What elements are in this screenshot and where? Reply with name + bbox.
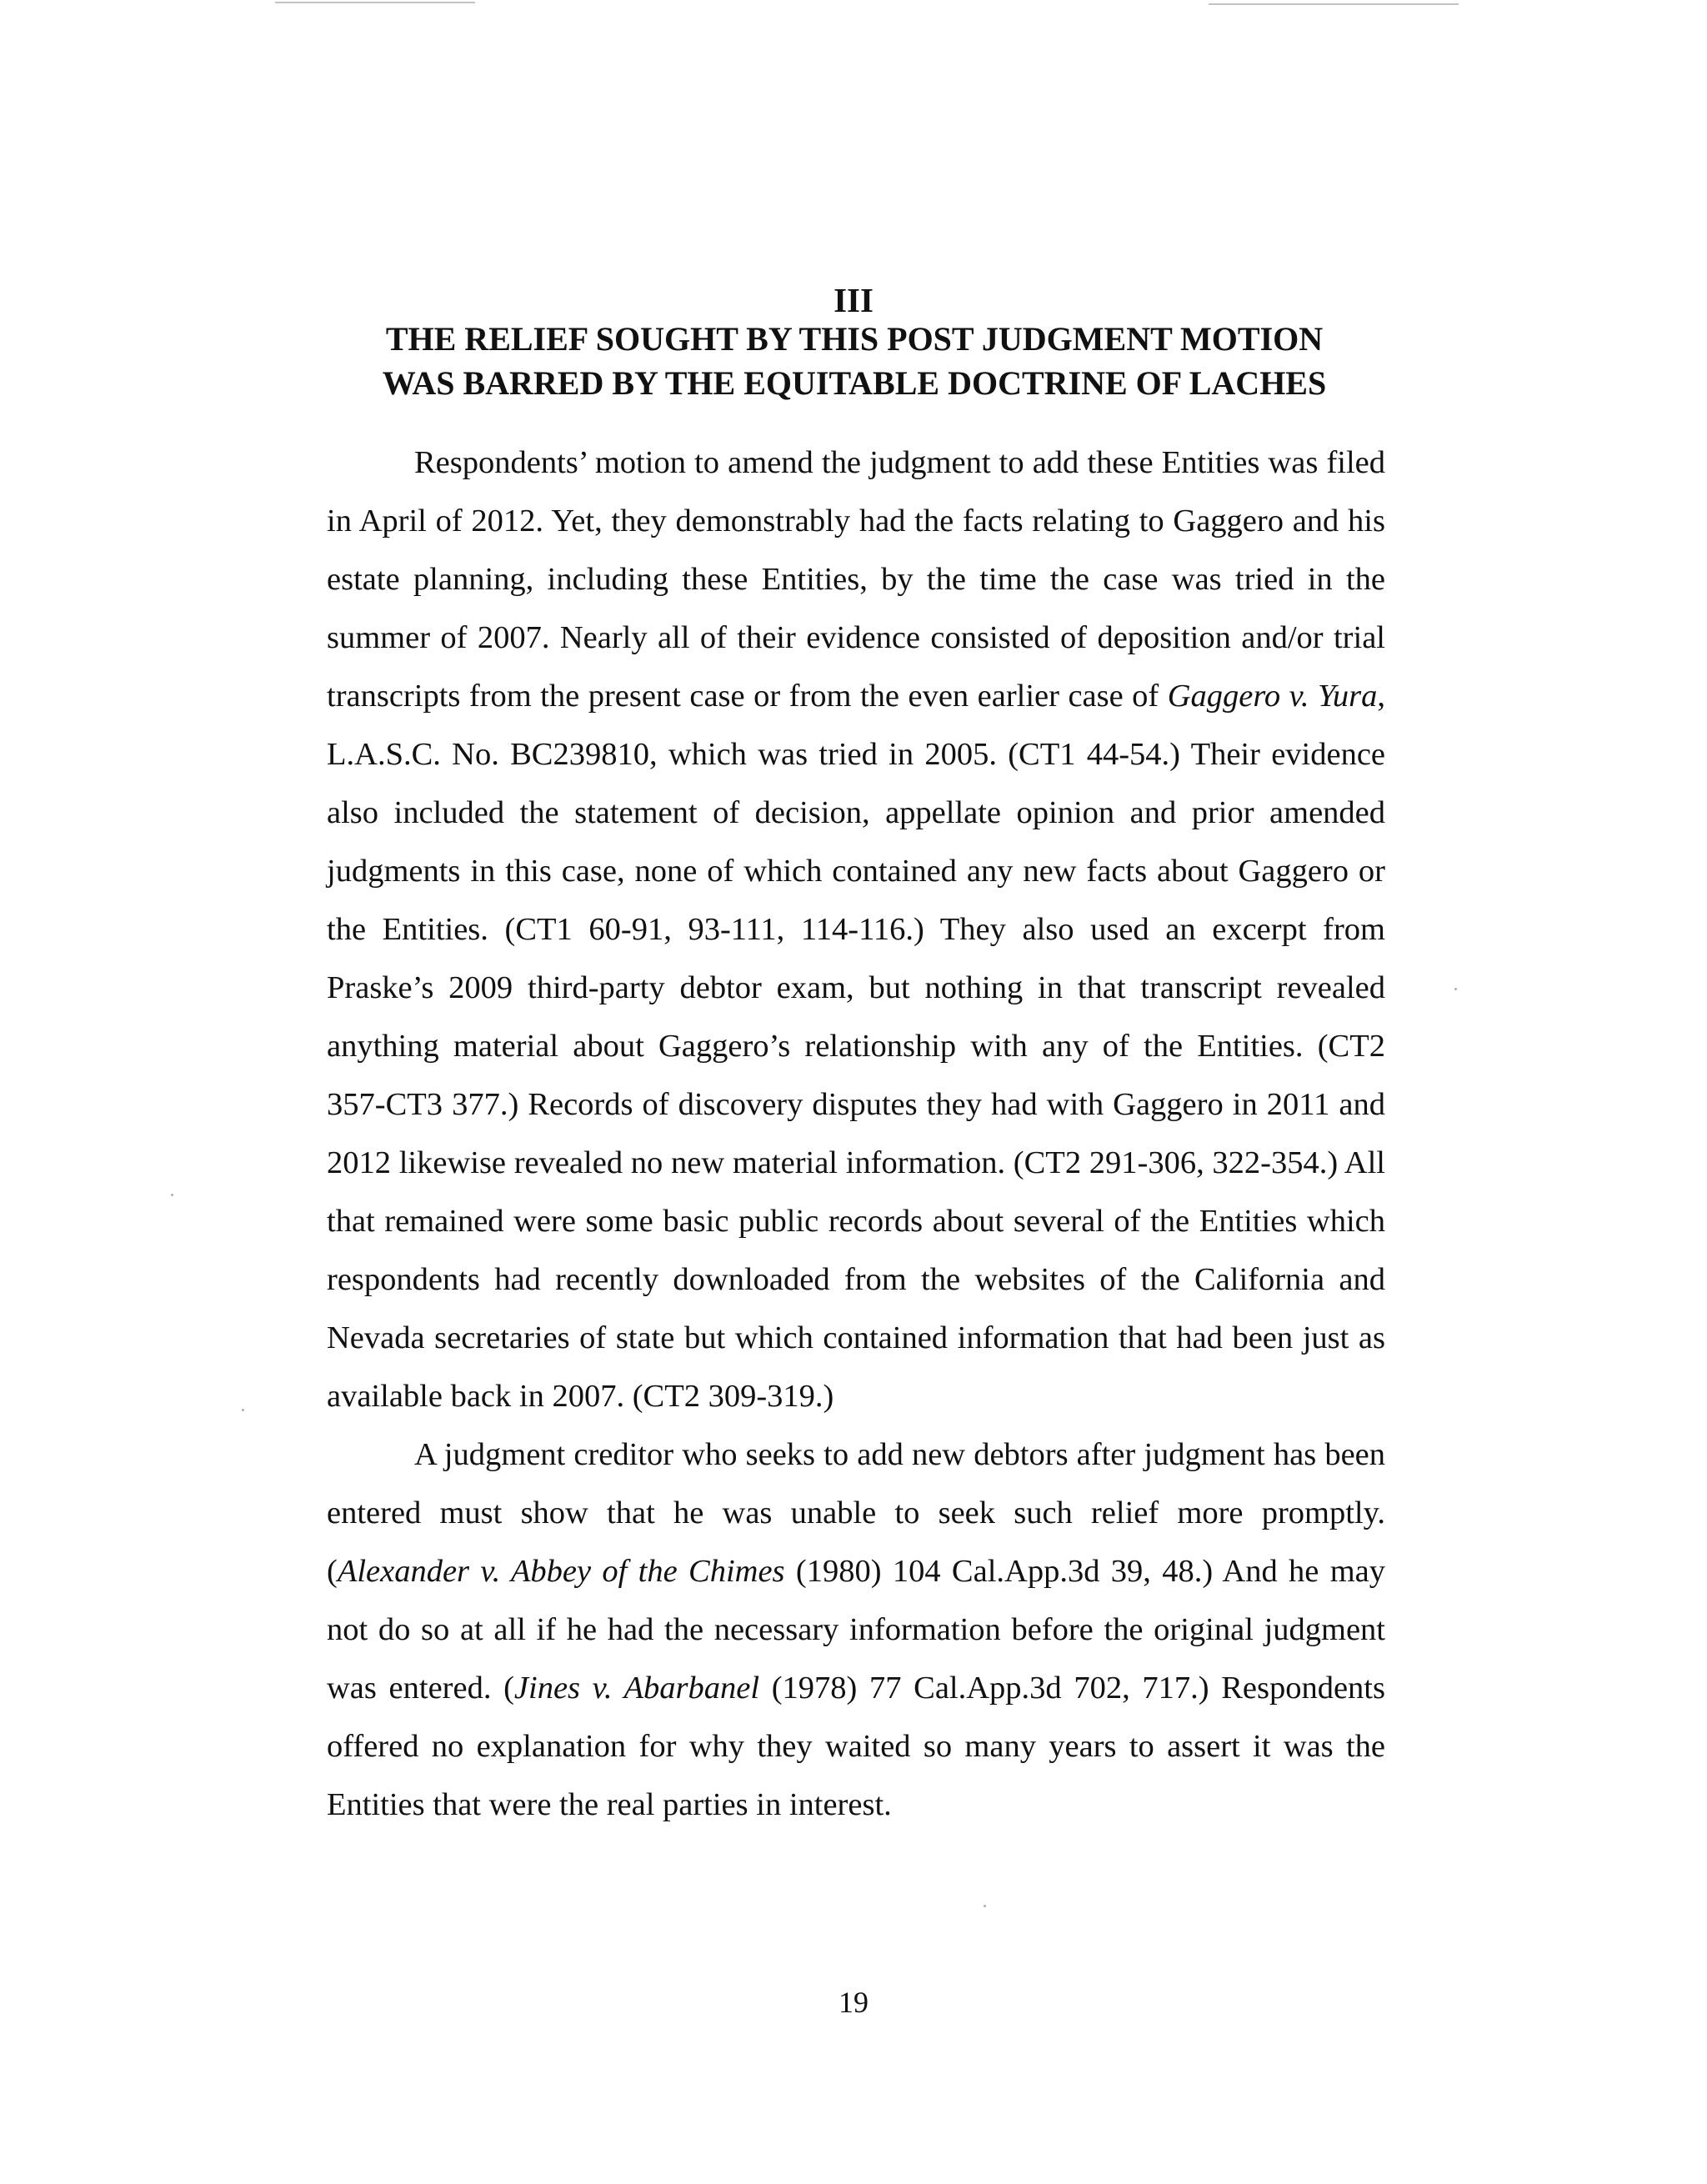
section-heading-line-1: THE RELIEF SOUGHT BY THIS POST JUDGMENT MOTION xyxy=(385,320,1324,358)
case-citation-alexander: Alexander v. Abbey of the Chimes xyxy=(337,1554,785,1589)
paragraph-1-text-a: Respondents’ motion to amend the judgment to add these Entities was filed in April of 2012. Yet, they demonstrably had the facts relating to Gaggero and his estate planning, including these Entities, by the time the case was tried in the summer of 2007. Nearly all of their evidence consisted of deposition and/or trial transcripts from the present case or from the even earlier case of xyxy=(327,445,1385,714)
scan-speck xyxy=(171,1194,173,1196)
paragraph-2 xyxy=(327,1425,1385,1834)
paragraph-1-text-b: , L.A.S.C. No. BC239810, which was tried in 2005. (CT1 44-54.) Their evidence also included the statement of decision, appellate opinion and prior amended judgments in this case, none of which contained any new facts about Gaggero or the Entities. (CT1 60-91, 93-111, 114-116.) They also used an excerpt from Praske’s 2009 third-party debtor exam, but nothing in that transcript revealed anything material about Gaggero’s relationship with any of the Entities. (CT2 357-CT3 377.) Records of discovery disputes they had with Gaggero in 2011 and 2012 likewise revealed no new material information. (CT2 291-306, 322-354.) All that remained were some basic public records about several of the Entities which respondents had recently downloaded from the websites of the California and Nevada secretaries of state but which contained information that had been just as available back in 2007. (CT2 309-319.) xyxy=(327,679,1385,1414)
section-number: III xyxy=(833,281,874,319)
page-number: 19 xyxy=(838,1986,869,2019)
paragraph-2-text-b: (1980) 104 Cal.App.3d 39, 48.) And he may not do so at all if he had the necessary information before the original judgment was entered. ( xyxy=(327,1554,1385,1706)
paragraph-2-text-c: (1978) 77 Cal.App.3d 702, 717.) Respondents offered no explanation for why they waited so many years to assert it was the Entities that were the real parties in interest. xyxy=(327,1671,1385,1822)
section-heading xyxy=(325,317,1384,405)
scan-speck xyxy=(1454,988,1457,990)
scan-speck xyxy=(242,1409,244,1411)
section-heading-line-2: WAS BARRED BY THE EQUITABLE DOCTRINE OF LACHES xyxy=(382,364,1327,402)
body-text xyxy=(327,433,1385,1834)
scan-artifact-left xyxy=(275,2,475,3)
paragraph-2-text-a: A judgment creditor who seeks to add new debtors after judgment has been entered must show that he was unable to seek such relief more promptly. ( xyxy=(327,1437,1385,1589)
scan-speck xyxy=(984,1905,986,1907)
case-citation-jines: Jines v. Abarbanel xyxy=(513,1671,760,1706)
scan-artifact-right xyxy=(1209,3,1459,5)
case-citation-gaggero-v-yura: Gaggero v. Yura xyxy=(1167,679,1378,714)
paragraph-1 xyxy=(327,433,1385,1425)
